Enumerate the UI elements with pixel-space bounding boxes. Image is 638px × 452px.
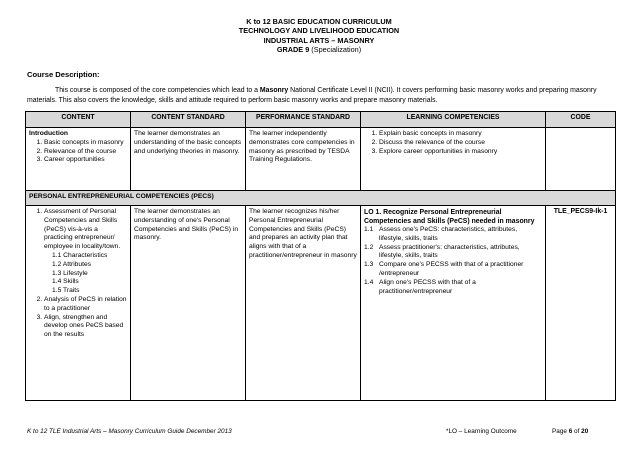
course-description-label: Course Description:: [27, 70, 100, 79]
header-performance-standard: PERFORMANCE STANDARD: [246, 112, 361, 128]
table-row-pecs: [26, 206, 616, 401]
page-current: 6: [568, 428, 573, 435]
list-item: 1. Explain basic concepts in masonry: [379, 130, 542, 139]
header-grade-spec: (Specialization): [311, 45, 362, 55]
list-item: [364, 244, 542, 262]
lo-title: LO 1. Recognize Personal Entrepreneurial Competencies and Skills (PeCS) needed in masonry: [364, 209, 535, 225]
header-grade: [0, 45, 638, 54]
intro-content-cell: [26, 128, 131, 191]
list-item: 1. Basic concepts in masonry: [44, 139, 127, 148]
header-code: CODE: [546, 112, 616, 128]
footer-document-title: K to 12 TLE Industrial Arts – Masonry Curriculum Guide December 2013: [27, 428, 232, 435]
table-section-row: [26, 191, 616, 206]
curriculum-table: [25, 111, 616, 401]
competency-number: 1.3: [364, 261, 374, 269]
pecs-sub-list: [44, 252, 127, 296]
pecs-content-standard: The learner demonstrates an understanding of one's Personal Competencies and Skills (PeCS) in masonry.: [131, 206, 246, 401]
competency-text: Assess practitioner's: characteristics, attributes, lifestyle, skills, traits: [379, 243, 520, 260]
pecs-content-list: [29, 208, 127, 340]
intro-performance-standard: The learner independently demonstrates core competencies in masonry as prescribed by TESDA Training Regulations.: [246, 128, 361, 191]
course-description-text: [27, 86, 613, 105]
pecs-competencies-list: [364, 226, 542, 296]
list-item: [364, 226, 542, 244]
page-total: 20: [581, 428, 589, 435]
list-item: 1.5 Traits: [52, 287, 80, 295]
pecs-content-cell: [26, 206, 131, 401]
intro-content-standard: The learner demonstrates an understanding of the basic concepts and underlying theories in masonry.: [131, 128, 246, 191]
header-line-track: INDUSTRIAL ARTS – MASONRY: [263, 35, 375, 45]
competency-text: Compare one's PECSS with that of a practitioner /entrepreneur: [379, 261, 524, 277]
intro-competencies-cell: [361, 128, 546, 191]
intro-competencies-list: [364, 130, 542, 156]
cd-text-before: This course is composed of the core competencies which lead to a: [55, 87, 260, 94]
header-line-curriculum: K to 12 BASIC EDUCATION CURRICULUM: [246, 17, 392, 26]
footer-legend: *LO – Learning Outcome: [446, 428, 517, 435]
competency-number: 1.1: [364, 226, 374, 233]
header-grade-label: GRADE 9: [276, 45, 310, 55]
footer-page-number: [552, 428, 588, 435]
list-item: [44, 208, 127, 296]
table-row-introduction: [26, 128, 616, 191]
list-item: 1.4 Skills: [52, 278, 79, 286]
list-item: [364, 261, 542, 279]
header-content: CONTENT: [26, 112, 131, 128]
competency-number: 1.2: [364, 243, 374, 251]
competency-text: Assess one's PeCS: characteristics, attributes, lifestyle, skills, traits: [379, 226, 518, 242]
intro-content-list: [29, 139, 127, 165]
list-item: 3. Explore career opportunities in masonry: [379, 148, 542, 157]
list-item: [364, 279, 542, 297]
intro-title: Introduction: [29, 130, 69, 137]
document-header: [0, 17, 638, 55]
list-item: 1.3 Lifestyle: [52, 269, 88, 277]
cd-text-after: National Certificate Level II (NCII). It covers performing basic masonry works and preparing masonry materials. This also covers the knowledge, skills and attitude required to perform basic masonry works and prepare masonry materials.: [27, 87, 597, 104]
list-item: 1.2 Attributes: [52, 260, 92, 268]
header-content-standard: CONTENT STANDARD: [131, 112, 246, 128]
pecs-content-item-1: Assessment of Personal Competencies and Skills (PeCS) vis-à-vis a practicing entrepreneur/ employee in locality/town.: [44, 208, 121, 251]
page-of: of: [572, 428, 582, 435]
list-item: 3. Career opportunities: [44, 156, 127, 165]
competency-number: 1.4: [364, 278, 374, 286]
header-learning-competencies: LEARNING COMPETENCIES: [361, 112, 546, 128]
competency-text: Align one's PECSS with that of a practitioner/entrepreneur: [379, 278, 476, 295]
list-item: 2. Analysis of PeCS in relation to a practitioner: [44, 296, 127, 314]
list-item: 2. Discuss the relevance of the course: [379, 139, 542, 148]
pecs-code: TLE_PECS9-Ik-1: [546, 206, 616, 401]
list-item: 3. Align, strengthen and develop ones PeCS based on the results: [44, 314, 127, 340]
pecs-performance-standard: The learner recognizes his/her Personal Entrepreneurial Competencies and Skills (PeCS) and prepares an activity plan that aligns with that of a practitioner/entrepreneur in masonry: [246, 206, 361, 401]
section-title: PERSONAL ENTREPRENEURIAL COMPETENCIES (PECS): [26, 191, 616, 206]
page-prefix: Page: [552, 428, 569, 435]
cd-text-bold: Masonry: [259, 87, 289, 94]
list-item: 1.1 Characteristics: [52, 251, 108, 259]
intro-code: [546, 128, 616, 191]
table-header-row: [26, 112, 616, 128]
header-line-subject: TECHNOLOGY AND LIVELIHOOD EDUCATION: [238, 26, 400, 36]
list-item: 2. Relevance of the course: [44, 148, 127, 157]
pecs-competencies-cell: [361, 206, 546, 401]
